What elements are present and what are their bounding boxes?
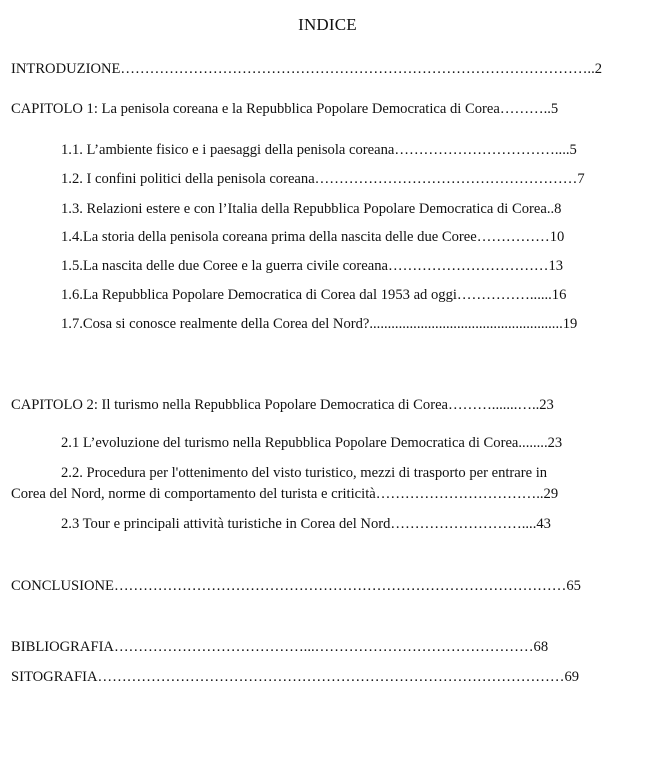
toc-entry-2-1: 2.1 L’evoluzione del turismo nella Repubblica Popolare Democratica di Corea........23 [61,435,563,451]
toc-entry-1-4: 1.4.La storia della penisola coreana prima della nascita delle due Coree……………10 [61,229,565,245]
page-title: INDICE [298,15,357,34]
toc-entry-2-3: 2.3 Tour e principali attività turistiche in Corea del Nord………………………....43 [61,516,551,532]
toc-entry-bibliografia: BIBLIOGRAFIA…………………………………...………………………………………68 [11,639,549,655]
toc-entry-1-5: 1.5.La nascita delle due Coree e la guerra civile coreana……………………………13 [61,258,564,274]
toc-entry-sitografia: SITOGRAFIA……………………………………………………………………………………69 [11,669,580,685]
toc-entry-1-7: 1.7.Cosa si conosce realmente della Corea del Nord?.....................................................19 [61,316,578,332]
toc-entry-capitolo-1: CAPITOLO 1: La penisola coreana e la Repubblica Popolare Democratica di Corea………..5 [11,101,559,117]
toc-entry-1-2: 1.2. I confini politici della penisola coreana………………………………………………7 [61,171,585,187]
toc-entry-capitolo-2: CAPITOLO 2: Il turismo nella Repubblica Popolare Democratica di Corea……….......…..23 [11,397,554,413]
toc-entry-conclusione: CONCLUSIONE…………………………………………………………………………………65 [11,578,581,594]
toc-entry-1-3: 1.3. Relazioni estere e con l’Italia della Repubblica Popolare Democratica di Corea..8 [61,201,562,217]
toc-entry-1-1: 1.1. L’ambiente fisico e i paesaggi della penisola coreana……………………………....5 [61,142,577,158]
toc-entry-introduzione: INTRODUZIONE……………………………………………………………………………………..2 [11,61,603,77]
toc-entry-1-6: 1.6.La Repubblica Popolare Democratica di Corea dal 1953 ad oggi……………......16 [61,287,567,303]
toc-entry-2-2-line-2: Corea del Nord, norme di comportamento del turista e criticità……………………………..29 [11,486,559,502]
toc-entry-2-2-line-1: 2.2. Procedura per l'ottenimento del visto turistico, mezzi di trasporto per entrare in [61,465,548,481]
